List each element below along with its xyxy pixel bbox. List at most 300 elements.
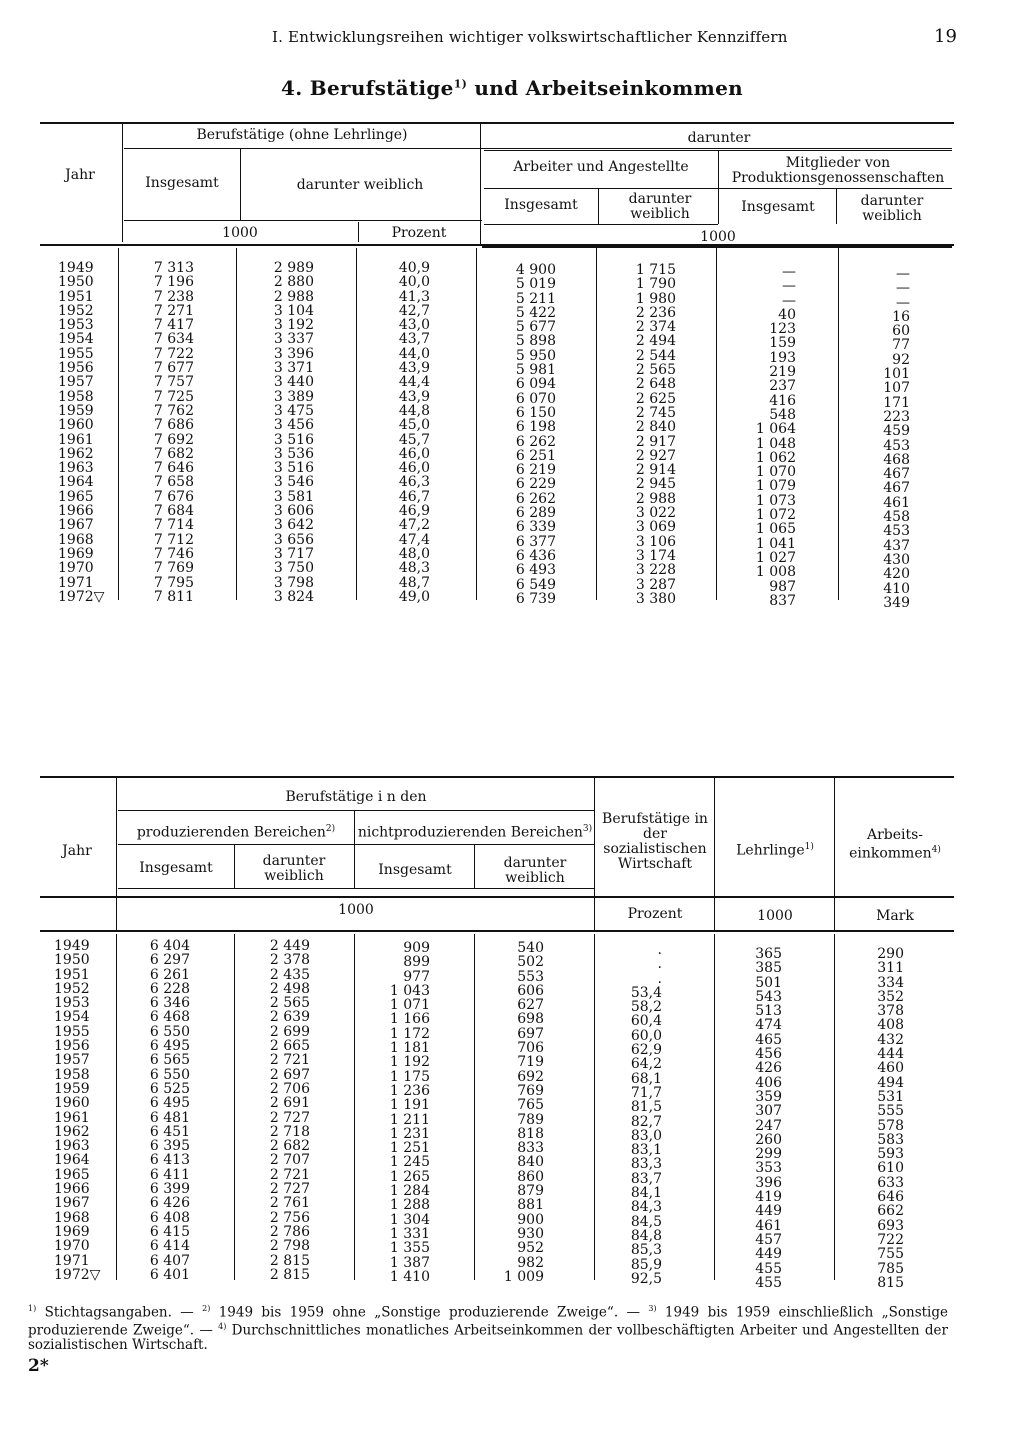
value-cell: 419 — [755, 1189, 782, 1206]
value-cell: 2 706 — [269, 1080, 310, 1097]
rule-header-bottom — [40, 930, 954, 932]
footnote-ref: 2) — [325, 824, 336, 834]
column-sozialistisch-prozent — [596, 943, 662, 1286]
value-cell: 2 665 — [269, 1038, 310, 1055]
value-cell: 7 634 — [153, 331, 194, 348]
vrule — [594, 776, 595, 930]
header-arbeitseinkommen-text: Arbeits-einkommen — [849, 827, 932, 862]
value-cell: 7 677 — [153, 360, 194, 377]
value-cell: 5 422 — [515, 304, 556, 321]
rule — [124, 220, 482, 221]
value-cell: 459 — [883, 423, 910, 440]
value-cell: 6 346 — [149, 995, 190, 1012]
value-cell: . — [657, 970, 662, 987]
value-cell: 900 — [517, 1211, 544, 1228]
value-cell: 7 271 — [153, 302, 194, 319]
value-cell: 1 175 — [389, 1068, 430, 1085]
value-cell: 833 — [517, 1140, 544, 1157]
year-cell: 1965 — [54, 1166, 90, 1183]
value-cell: 1 027 — [755, 549, 796, 566]
value-cell: 6 261 — [149, 966, 190, 983]
header-nichtproduzierenden — [356, 822, 594, 841]
value-cell: 3 337 — [273, 331, 314, 348]
value-cell: 46,3 — [398, 474, 430, 491]
vrule-body — [116, 934, 117, 1280]
value-cell: 1 355 — [389, 1240, 430, 1257]
value-cell: — — [782, 264, 796, 280]
column-prod-insgesamt — [118, 939, 190, 1282]
value-cell: 3 456 — [273, 417, 314, 434]
value-cell: 7 313 — [153, 260, 194, 276]
value-cell: 1 065 — [755, 521, 796, 538]
value-cell: 627 — [517, 997, 544, 1014]
value-cell: 353 — [755, 1160, 782, 1177]
value-cell: 3 287 — [635, 576, 676, 593]
value-cell: 406 — [755, 1074, 782, 1091]
value-cell: 6 411 — [149, 1166, 190, 1183]
value-cell: 2 989 — [273, 260, 314, 276]
value-cell: 2 449 — [269, 938, 310, 954]
value-cell: 6 415 — [149, 1223, 190, 1240]
value-cell: 2 917 — [635, 433, 676, 450]
value-cell: 299 — [755, 1146, 782, 1163]
value-cell: 219 — [769, 364, 796, 381]
value-cell: 662 — [877, 1203, 904, 1220]
unit-prozent: Prozent — [627, 906, 683, 922]
value-cell: 1 070 — [755, 464, 796, 481]
value-cell: 408 — [877, 1017, 904, 1034]
value-cell: 83,7 — [630, 1170, 662, 1187]
value-cell: 159 — [769, 335, 796, 352]
year-cell: 1967 — [54, 1195, 90, 1212]
title-text: 4. Berufstätige — [281, 76, 454, 100]
value-cell: 3 069 — [635, 519, 676, 536]
value-cell: 461 — [755, 1217, 782, 1234]
value-cell: 555 — [877, 1103, 904, 1120]
value-cell: 2 565 — [269, 995, 310, 1012]
value-cell: 722 — [877, 1231, 904, 1248]
value-cell: 6 094 — [515, 376, 556, 393]
year-cell: 1954 — [54, 1009, 90, 1026]
value-cell: 5 981 — [515, 362, 556, 379]
year-cell: 1966 — [58, 503, 94, 520]
value-cell: 1 236 — [389, 1082, 430, 1099]
vrule — [834, 776, 835, 930]
value-cell: 2 988 — [273, 288, 314, 305]
value-cell: 453 — [883, 523, 910, 540]
value-cell: 2 840 — [635, 419, 676, 436]
value-cell: 6 408 — [149, 1209, 190, 1226]
value-cell: 6 289 — [515, 505, 556, 522]
value-cell: 578 — [877, 1117, 904, 1134]
value-cell: 44,8 — [398, 402, 430, 419]
value-cell: 3 516 — [273, 431, 314, 448]
value-cell: 6 414 — [149, 1238, 190, 1255]
value-cell: 53,4 — [630, 984, 662, 1001]
value-cell: 6 262 — [515, 433, 556, 450]
value-cell: 83,1 — [630, 1142, 662, 1159]
value-cell: 2 498 — [269, 980, 310, 997]
value-cell: 47,2 — [398, 517, 430, 534]
vrule-body — [838, 248, 839, 600]
value-cell: 71,7 — [630, 1084, 662, 1101]
value-cell: 457 — [755, 1231, 782, 1248]
unit-prozent: Prozent — [391, 225, 447, 241]
value-cell: 290 — [877, 946, 904, 962]
column-nprod-insgesamt — [356, 941, 430, 1284]
vrule — [234, 844, 235, 888]
header-sozialistisch: Berufstätige in der sozialistischen Wirtschaft — [602, 811, 708, 872]
value-cell: 3 475 — [273, 402, 314, 419]
value-cell: 426 — [755, 1060, 782, 1077]
year-cell: 1953 — [58, 317, 94, 334]
value-cell: 84,1 — [630, 1185, 662, 1202]
value-cell: 6 565 — [149, 1052, 190, 1069]
header-nprod-insgesamt: Insgesamt — [378, 862, 452, 878]
value-cell: 3 798 — [273, 574, 314, 591]
value-cell: 818 — [517, 1125, 544, 1142]
value-cell: 7 757 — [153, 374, 194, 391]
value-cell: 982 — [517, 1254, 544, 1271]
value-cell: 2 727 — [269, 1109, 310, 1126]
value-cell: 49,0 — [398, 588, 430, 605]
value-cell: 3 380 — [635, 590, 676, 607]
column-lehrlinge — [716, 947, 782, 1290]
value-cell: 455 — [755, 1274, 782, 1291]
year-cell: 1968 — [58, 531, 94, 548]
value-cell: 40,9 — [398, 260, 430, 276]
value-cell: 2 988 — [635, 490, 676, 507]
vrule-body — [236, 248, 237, 600]
vrule-body — [594, 934, 595, 1280]
value-cell: 444 — [877, 1046, 904, 1063]
year-cell: 1966 — [54, 1181, 90, 1198]
value-cell: 2 798 — [269, 1238, 310, 1255]
value-cell: 85,9 — [630, 1256, 662, 1273]
value-cell: 6 495 — [149, 1095, 190, 1112]
value-cell: 60,0 — [630, 1027, 662, 1044]
value-cell: 16 — [892, 308, 910, 325]
column-aa-weiblich — [598, 263, 676, 606]
header-produzierenden — [118, 822, 354, 841]
year-cell: 1956 — [54, 1038, 90, 1055]
rule-top — [40, 122, 954, 124]
value-cell: 3 656 — [273, 531, 314, 548]
value-cell: — — [896, 294, 910, 311]
signature-mark: 2* — [28, 1356, 49, 1376]
value-cell: 84,3 — [630, 1199, 662, 1216]
value-cell: 453 — [883, 437, 910, 454]
rule — [40, 896, 954, 898]
footnote-mark: 4) — [218, 1322, 227, 1331]
value-cell: 3 536 — [273, 445, 314, 462]
value-cell: 7 811 — [153, 588, 194, 605]
value-cell: 432 — [877, 1031, 904, 1048]
value-cell: 6 297 — [149, 952, 190, 969]
year-cell: 1952 — [58, 302, 94, 319]
value-cell: 430 — [883, 551, 910, 568]
value-cell: 1 079 — [755, 478, 796, 495]
vrule-body — [476, 248, 477, 600]
value-cell: 1 009 — [503, 1268, 544, 1285]
value-cell: 62,9 — [630, 1042, 662, 1059]
value-cell: 881 — [517, 1197, 544, 1214]
value-cell: 692 — [517, 1068, 544, 1085]
value-cell: 45,0 — [398, 417, 430, 434]
column-weiblich — [238, 261, 314, 604]
page-number: 19 — [934, 26, 957, 47]
value-cell: 952 — [517, 1240, 544, 1257]
value-cell: 7 714 — [153, 517, 194, 534]
value-cell: 48,3 — [398, 560, 430, 577]
value-cell: 1 172 — [389, 1025, 430, 1042]
value-cell: 1 181 — [389, 1040, 430, 1057]
value-cell: 6 495 — [149, 1038, 190, 1055]
value-cell: 2 697 — [269, 1066, 310, 1083]
value-cell: 437 — [883, 537, 910, 554]
value-cell: 83,0 — [630, 1127, 662, 1144]
value-cell: 460 — [877, 1060, 904, 1077]
value-cell: 1 073 — [755, 492, 796, 509]
header-produzierenden-text: produzierenden Bereichen — [136, 824, 326, 841]
value-cell: 396 — [755, 1174, 782, 1191]
value-cell: 840 — [517, 1154, 544, 1171]
footnote-text: 1949 bis 1959 ohne „Sonstige produzierende Zweige“. — — [210, 1304, 649, 1321]
value-cell: 3 106 — [635, 533, 676, 550]
value-cell: 3 516 — [273, 460, 314, 477]
value-cell: 3 174 — [635, 547, 676, 564]
value-cell: 1 072 — [755, 507, 796, 524]
value-cell: 1 062 — [755, 449, 796, 466]
year-cell: 1970 — [58, 560, 94, 577]
value-cell: 46,9 — [398, 503, 430, 520]
value-cell: 449 — [755, 1246, 782, 1263]
value-cell: 6 407 — [149, 1252, 190, 1269]
year-cell: 1954 — [58, 331, 94, 348]
value-cell: 2 378 — [269, 952, 310, 969]
footnote-text: Stichtagsangaben. — — [36, 1304, 203, 1321]
value-cell: 84,5 — [630, 1213, 662, 1230]
header-lehrlinge-text: Lehrlinge — [736, 842, 805, 859]
header-prod-weiblich: darunter weiblich — [262, 853, 326, 884]
value-cell: 502 — [517, 954, 544, 971]
column-arbeitseinkommen — [836, 947, 904, 1290]
rule — [118, 810, 594, 811]
year-cell: 1951 — [54, 966, 90, 983]
value-cell: 6 426 — [149, 1195, 190, 1212]
value-cell: 467 — [883, 466, 910, 483]
value-cell: 553 — [517, 968, 544, 985]
value-cell: 1 041 — [755, 535, 796, 552]
value-cell: 3 228 — [635, 562, 676, 579]
value-cell: 420 — [883, 566, 910, 583]
column-pg-insgesamt — [718, 265, 796, 608]
column-prozent — [358, 261, 430, 604]
value-cell: 107 — [883, 380, 910, 397]
title-rest: und Arbeitseinkommen — [467, 76, 743, 100]
vrule-body — [596, 248, 597, 600]
vrule-body — [474, 934, 475, 1280]
value-cell: 719 — [517, 1054, 544, 1071]
value-cell: 6 481 — [149, 1109, 190, 1126]
value-cell: 693 — [877, 1217, 904, 1234]
value-cell: 2 815 — [269, 1266, 310, 1283]
column-aa-insgesamt — [478, 263, 556, 606]
value-cell: 1 265 — [389, 1168, 430, 1185]
value-cell: 44,4 — [398, 374, 430, 391]
value-cell: 410 — [883, 580, 910, 597]
value-cell: 7 658 — [153, 474, 194, 491]
value-cell: 3 546 — [273, 474, 314, 491]
value-cell: . — [657, 956, 662, 973]
rule — [124, 148, 482, 149]
value-cell: 465 — [755, 1031, 782, 1048]
year-cell: 1972▽ — [58, 588, 105, 605]
value-cell: 46,0 — [398, 445, 430, 462]
value-cell: 977 — [403, 968, 430, 985]
column-nprod-weiblich — [476, 941, 544, 1284]
footnote-ref: 1) — [804, 842, 814, 852]
header-darunter: darunter — [687, 130, 751, 146]
value-cell: 860 — [517, 1168, 544, 1185]
value-cell: 1 245 — [389, 1154, 430, 1171]
header-pg-weiblich: darunter weiblich — [860, 193, 924, 224]
vrule-body — [234, 934, 235, 1280]
value-cell: 899 — [403, 954, 430, 971]
vrule-body — [716, 248, 717, 600]
value-cell: 1 790 — [635, 276, 676, 293]
value-cell: 461 — [883, 494, 910, 511]
value-cell: 7 795 — [153, 574, 194, 591]
value-cell: 1 064 — [755, 421, 796, 438]
value-cell: 3 022 — [635, 505, 676, 522]
year-cell: 1959 — [58, 402, 94, 419]
value-cell: 260 — [755, 1131, 782, 1148]
value-cell: 2 707 — [269, 1152, 310, 1169]
vrule — [354, 810, 355, 888]
value-cell: 1 387 — [389, 1254, 430, 1271]
value-cell: 6 395 — [149, 1138, 190, 1155]
value-cell: 6 262 — [515, 490, 556, 507]
value-cell: 930 — [517, 1225, 544, 1242]
value-cell: 1 048 — [755, 435, 796, 452]
year-cell: 1961 — [54, 1109, 90, 1126]
value-cell: 2 880 — [273, 274, 314, 291]
header-arbeiter: Arbeiter und Angestellte — [513, 159, 689, 175]
value-cell: 223 — [883, 408, 910, 425]
vrule — [122, 122, 123, 242]
year-cell: 1951 — [58, 288, 94, 305]
value-cell: 646 — [877, 1189, 904, 1206]
year-cell: 1963 — [54, 1138, 90, 1155]
value-cell: 84,8 — [630, 1227, 662, 1244]
value-cell: 2 718 — [269, 1123, 310, 1140]
value-cell: 85,3 — [630, 1242, 662, 1259]
value-cell: 7 746 — [153, 545, 194, 562]
value-cell: 6 549 — [515, 576, 556, 593]
header-pg-insgesamt: Insgesamt — [741, 199, 815, 215]
header-nprod-weiblich: darunter weiblich — [503, 855, 567, 886]
value-cell: 3 717 — [273, 545, 314, 562]
value-cell: 6 401 — [149, 1266, 190, 1283]
footnote-ref: 4) — [931, 845, 941, 855]
value-cell: 6 525 — [149, 1080, 190, 1097]
value-cell: 765 — [517, 1097, 544, 1114]
value-cell: 7 686 — [153, 417, 194, 434]
value-cell: 456 — [755, 1046, 782, 1063]
value-cell: 6 550 — [149, 1066, 190, 1083]
year-cell: 1969 — [54, 1223, 90, 1240]
unit-1000: 1000 — [757, 908, 793, 924]
value-cell: 5 019 — [515, 276, 556, 293]
value-cell: 531 — [877, 1088, 904, 1105]
year-cell: 1955 — [54, 1023, 90, 1040]
value-cell: 6 339 — [515, 519, 556, 536]
value-cell: 2 691 — [269, 1095, 310, 1112]
value-cell: 385 — [755, 960, 782, 977]
value-cell: 83,3 — [630, 1156, 662, 1173]
value-cell: 6 399 — [149, 1181, 190, 1198]
value-cell: 82,7 — [630, 1113, 662, 1130]
value-cell: 7 196 — [153, 274, 194, 291]
vrule — [480, 122, 481, 244]
value-cell: 697 — [517, 1025, 544, 1042]
value-cell: 5 211 — [515, 290, 556, 307]
value-cell: 6 436 — [515, 547, 556, 564]
value-cell: 44,0 — [398, 345, 430, 362]
value-cell: 879 — [517, 1183, 544, 1200]
value-cell: 474 — [755, 1017, 782, 1034]
footnote-text: 1949 bis 1959 einschließlich „Sonstige produzierende Zweige“. — — [28, 1304, 948, 1339]
value-cell: 458 — [883, 509, 910, 526]
header-arbeitseinkommen — [840, 828, 950, 862]
value-cell: 3 606 — [273, 503, 314, 520]
year-cell: 1953 — [54, 995, 90, 1012]
column-pg-weiblich — [840, 267, 910, 610]
vrule — [598, 188, 599, 224]
year-cell: 1957 — [54, 1052, 90, 1069]
value-cell: 349 — [883, 594, 910, 611]
value-cell: 3 104 — [273, 302, 314, 319]
value-cell: 365 — [755, 946, 782, 962]
value-cell: 2 721 — [269, 1052, 310, 1069]
footnote-mark: 2) — [202, 1304, 211, 1313]
value-cell: 6 228 — [149, 980, 190, 997]
value-cell: 6 198 — [515, 419, 556, 436]
value-cell: 4 900 — [515, 262, 556, 278]
value-cell: 311 — [877, 960, 904, 977]
value-cell: 540 — [517, 940, 544, 956]
value-cell: 6 451 — [149, 1123, 190, 1140]
year-cell: 1960 — [54, 1095, 90, 1112]
vrule — [240, 148, 241, 220]
value-cell: 3 396 — [273, 345, 314, 362]
title-footnote-ref: 1) — [453, 77, 468, 91]
year-cell: 1962 — [58, 445, 94, 462]
value-cell: 6 468 — [149, 1009, 190, 1026]
value-cell: 2 761 — [269, 1195, 310, 1212]
value-cell: 2 648 — [635, 376, 676, 393]
value-cell: 43,9 — [398, 360, 430, 377]
footnote-ref: 3) — [582, 824, 593, 834]
value-cell: 2 494 — [635, 333, 676, 350]
value-cell: 3 192 — [273, 317, 314, 334]
year-cell: 1952 — [54, 980, 90, 997]
value-cell: 334 — [877, 974, 904, 991]
year-cell: 1971 — [58, 574, 94, 591]
value-cell: 237 — [769, 378, 796, 395]
value-cell: 3 581 — [273, 488, 314, 505]
